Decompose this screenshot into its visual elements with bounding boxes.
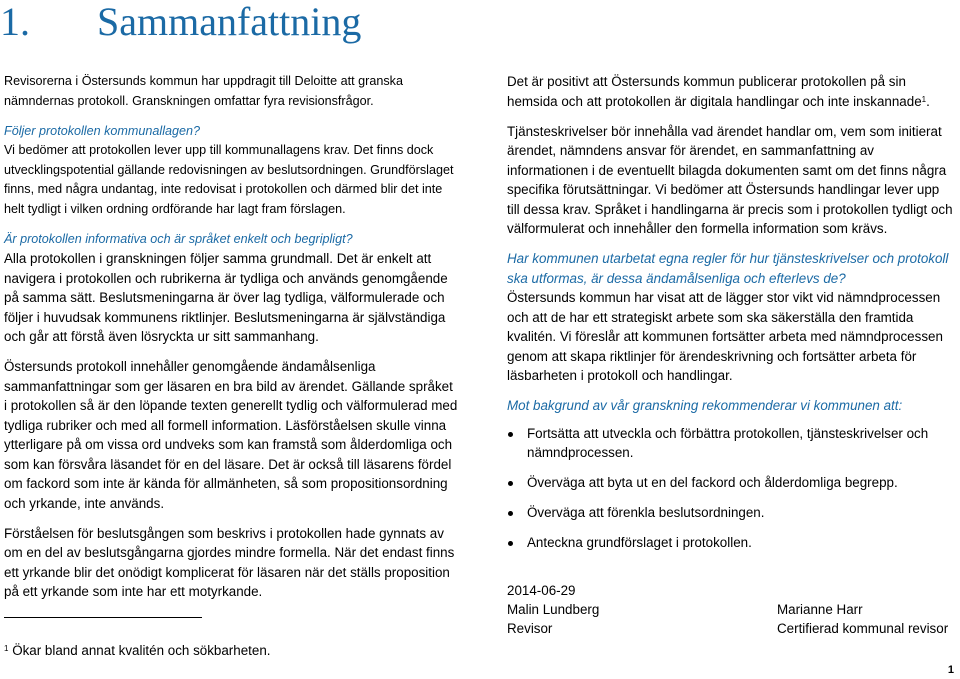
official-letters-paragraph: Tjänsteskrivelser bör innehålla vad ärendet handlar om, vem som initierat ärendet, nämndens ansvar för ärendet, en sammanfattning av informationen i de eventuellt bilagda dokumenten samt om det finns några specifika förutsättningar. Vi bedömer att Östersunds handlingar lever upp till dessa krav. Språket i handlingarna är precis som i protokollen tydligt och välformulerat och innehåller den formella information som krävs.	[507, 123, 953, 236]
recommendation-item: Överväga att byta ut en del fackord och ålderdomliga begrepp.	[507, 473, 953, 493]
signer-2-title: Certifierad kommunal revisor	[777, 620, 949, 636]
question-3-answer: Östersunds kommun har visat att de lägger stor vikt vid nämndprocessen och att de har ett strategiskt arbete som ska säkerställa den framtida kvalitén. Vi föreslår att kommunen fortsätter arbeta med nämndprocessen genom att skapa riktlinjer för ärendeskrivning och fortsätter arbeta för läsbarheten i protokoll och handlingar.	[507, 290, 943, 383]
recommendation-item: Fortsätta att utveckla och förbättra protokollen, tjänsteskrivelser och nämndprocessen.	[507, 424, 953, 463]
publication-text: Det är positivt att Östersunds kommun publicerar protokollen på sin hemsida och att protokollen är digitala handlingar och inte inskannade	[507, 74, 922, 109]
question-1-answer: Vi bedömer att protokollen lever upp till kommunallagens krav. Det finns dock utvecklingspotential gällande redovisningen av beslutsordningen. Grundförslaget finns, med några undantag, inte redovisat i protokollen och därmed blir det inte helt tydligt i vilken ordning ordförande har lagt fram förslagen.	[4, 143, 454, 216]
publication-paragraph	[507, 72, 953, 111]
question-2: Är protokollen informativa och är språket enkelt och begripligt?	[4, 231, 353, 246]
footnote-divider	[4, 617, 202, 618]
footnote	[4, 643, 271, 659]
recommendation-item: Överväga att förenkla beslutsordningen.	[507, 503, 953, 523]
section-title: Sammanfattning	[97, 0, 362, 44]
page-number: 1	[947, 664, 954, 676]
right-column	[507, 72, 953, 641]
recommendations-intro: Mot bakgrund av vår granskning rekommenderar vi kommunen att:	[507, 398, 903, 413]
decision-process-paragraph: Förståelsen för beslutsgången som beskrivs i protokollen hade gynnats av om en del av beslutsgångarna gjordes mindre formella. När det endast finns ett yrkande blir det onödigt komplicerat för läsaren när det ställs proposition på ett yrkande som inte har ett motyrkande.	[4, 525, 455, 599]
signer-2-name: Marianne Harr	[777, 601, 863, 617]
publication-end: .	[926, 93, 930, 109]
recommendation-item: Anteckna grundförslaget i protokollen.	[507, 533, 953, 553]
footnote-reference: 1	[921, 94, 927, 104]
section-number: 1.	[0, 0, 30, 44]
question-3: Har kommunen utarbetat egna regler för hur tjänsteskrivelser och protokoll ska utformas, är dessa ändamålsenliga och efterlevs de?	[507, 251, 949, 286]
left-column	[4, 72, 459, 612]
footnote-text: Ökar bland annat kvalitén och sökbarheten.	[12, 643, 271, 658]
signer-1-title: Revisor	[507, 620, 553, 636]
signature-block	[507, 581, 953, 641]
signature-date: 2014-06-29	[507, 582, 576, 598]
question-1: Följer protokollen kommunallagen?	[4, 123, 201, 138]
question-2-answer: Alla protokollen i granskningen följer samma grundmall. Det är enkelt att navigera i protokollen och rubrikerna är tydliga och används genomgående på samma sätt. Beslutsmeningarna är över lag tydliga, välformulerade och följer i huvudsak kommunens riktlinjer. Beslutsmeningarna är självständiga och går att förstå även lösryckta ur sitt sammanhang.	[4, 251, 448, 344]
intro-paragraph: Revisorerna i Östersunds kommun har uppdragit till Deloitte att granska nämndernas protokoll. Granskningen omfattar fyra revisionsfrågor.	[4, 74, 403, 108]
recommendations-list	[507, 424, 953, 553]
page-heading	[0, 0, 361, 44]
language-paragraph: Östersunds protokoll innehåller genomgående ändamålsenliga sammanfattningar som ger läsaren en bra bild av ärendet. Gällande språket i protokollen så är den löpande texten generellt tydlig och välformulerad med tydliga rubriker och med all formell information. Läsförståelsen skulle vinna ytterligare på om vissa ord undveks som kan framstå som ålderdomliga och som kan försvåra läsandet för en del läsare. Det är också till läsarens fördel om fackord som inte är kända för allmänheten, så som propositionsordning och yrkande, inte används.	[4, 359, 458, 511]
footnote-number: 1	[4, 644, 9, 653]
signer-1-name: Malin Lundberg	[507, 601, 600, 617]
